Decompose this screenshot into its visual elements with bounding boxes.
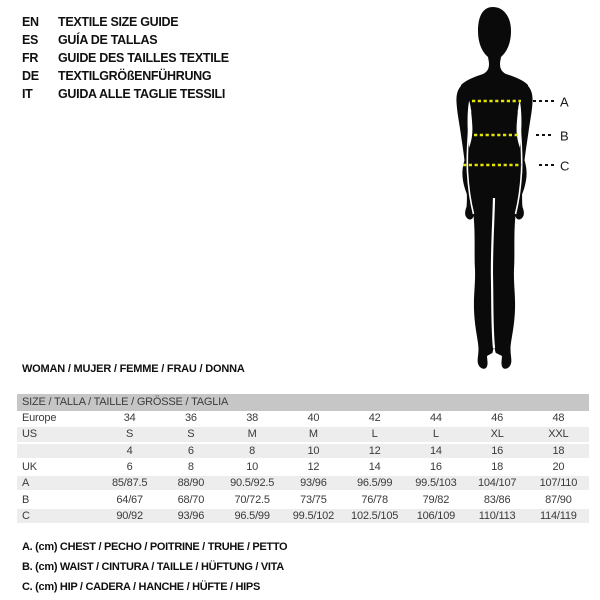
size-cell: 6 bbox=[187, 444, 194, 457]
size-cell: 83/86 bbox=[483, 493, 511, 506]
size-cell: 85/87.5 bbox=[111, 477, 148, 490]
size-cell: 42 bbox=[368, 412, 381, 425]
size-table-row bbox=[17, 476, 589, 492]
size-cell: 99.5/102 bbox=[292, 509, 334, 522]
size-cell: 16 bbox=[429, 461, 442, 474]
woman-measurement-diagram bbox=[410, 0, 600, 380]
language-code: FR bbox=[22, 51, 39, 65]
language-label: TEXTILE SIZE GUIDE bbox=[58, 15, 179, 29]
size-cell: 12 bbox=[307, 461, 320, 474]
size-cell: 96.5/99 bbox=[234, 509, 270, 522]
size-cell: 36 bbox=[184, 412, 197, 425]
language-label: GUIDE DES TAILLES TEXTILE bbox=[58, 51, 229, 65]
size-table bbox=[17, 394, 589, 525]
size-cell: 6 bbox=[126, 461, 133, 474]
language-row bbox=[22, 31, 229, 49]
size-table-row bbox=[17, 444, 589, 460]
language-code: IT bbox=[22, 87, 33, 101]
size-cell: 46 bbox=[491, 412, 504, 425]
size-cell: 14 bbox=[429, 444, 442, 457]
size-cell: XL bbox=[490, 428, 504, 441]
size-cell: 93/96 bbox=[177, 509, 205, 522]
language-label: TEXTILGRÖßENFÜHRUNG bbox=[58, 69, 212, 83]
size-table-body bbox=[17, 411, 589, 525]
language-code: DE bbox=[22, 69, 39, 83]
legend-line: B. (cm) WAIST / CINTURA / TAILLE / HÜFTUNG / VITA bbox=[22, 561, 284, 573]
size-cell: 64/67 bbox=[116, 493, 143, 506]
size-table-row bbox=[17, 411, 589, 427]
language-row bbox=[22, 85, 229, 103]
gender-line: WOMAN / MUJER / FEMME / FRAU / DONNA bbox=[22, 363, 245, 375]
size-cell: XXL bbox=[548, 428, 569, 441]
size-cell: 88/90 bbox=[177, 477, 205, 490]
size-cell: 93/96 bbox=[300, 477, 327, 490]
size-cell: 96.5/99 bbox=[356, 477, 393, 490]
row-label: A bbox=[22, 477, 30, 490]
size-cell: 44 bbox=[429, 412, 442, 425]
language-row bbox=[22, 13, 229, 31]
size-cell: 99.5/103 bbox=[415, 477, 457, 490]
size-table-row bbox=[17, 492, 589, 508]
language-list bbox=[22, 13, 229, 103]
size-cell: 40 bbox=[307, 412, 320, 425]
size-cell: 20 bbox=[552, 461, 565, 474]
size-cell: 38 bbox=[246, 412, 259, 425]
legend-line: A. (cm) CHEST / PECHO / POITRINE / TRUHE / PETTO bbox=[22, 541, 288, 553]
row-label: US bbox=[22, 428, 37, 441]
language-code: ES bbox=[22, 33, 39, 47]
size-cell: 104/107 bbox=[477, 477, 517, 490]
language-code: EN bbox=[22, 15, 39, 29]
size-cell: S bbox=[126, 428, 134, 441]
size-cell: 8 bbox=[187, 461, 194, 474]
waist-letter: B bbox=[560, 128, 569, 144]
language-label: GUÍA DE TALLAS bbox=[58, 33, 158, 47]
size-cell: 10 bbox=[307, 444, 320, 457]
size-cell: 90.5/92.5 bbox=[230, 477, 275, 490]
chest-letter: A bbox=[560, 94, 569, 110]
size-cell: 8 bbox=[249, 444, 256, 457]
row-label: C bbox=[22, 509, 30, 522]
size-table-row bbox=[17, 460, 589, 476]
row-label: Europe bbox=[22, 412, 57, 425]
language-row bbox=[22, 49, 229, 67]
measurement-legend bbox=[22, 537, 287, 597]
legend-line: C. (cm) HIP / CADERA / HANCHE / HÜFTE / HIPS bbox=[22, 581, 260, 593]
row-label: B bbox=[22, 493, 30, 506]
size-cell: 114/119 bbox=[540, 509, 577, 522]
size-cell: 68/70 bbox=[177, 493, 205, 506]
size-cell: 10 bbox=[246, 461, 259, 474]
size-cell: 107/110 bbox=[539, 477, 578, 490]
size-cell: 73/75 bbox=[300, 493, 327, 506]
language-label: GUIDA ALLE TAGLIE TESSILI bbox=[58, 87, 226, 101]
size-table-row bbox=[17, 509, 589, 525]
size-cell: 48 bbox=[552, 412, 565, 425]
size-cell: 79/82 bbox=[422, 493, 450, 506]
size-cell: 76/78 bbox=[361, 493, 388, 506]
size-cell: 34 bbox=[123, 412, 136, 425]
size-cell: 18 bbox=[491, 461, 504, 474]
size-cell: 4 bbox=[126, 444, 133, 457]
size-cell: 110/113 bbox=[478, 509, 516, 522]
size-table-row bbox=[17, 427, 589, 443]
size-cell: L bbox=[371, 428, 378, 441]
size-cell: 90/92 bbox=[116, 509, 143, 522]
size-cell: 70/72.5 bbox=[234, 493, 270, 506]
size-cell: 18 bbox=[552, 444, 565, 457]
language-row bbox=[22, 67, 229, 85]
size-cell: S bbox=[187, 428, 195, 441]
size-cell: M bbox=[247, 428, 257, 441]
size-cell: 106/109 bbox=[416, 509, 456, 522]
size-cell: 102.5/105 bbox=[351, 509, 399, 522]
size-cell: L bbox=[432, 428, 439, 441]
size-table-header: SIZE / TALLA / TAILLE / GRÖSSE / TAGLIA bbox=[17, 394, 589, 411]
hip-letter: C bbox=[560, 158, 570, 174]
row-label: UK bbox=[22, 461, 37, 474]
size-cell: 12 bbox=[368, 444, 381, 457]
size-cell: 16 bbox=[491, 444, 504, 457]
size-cell: 14 bbox=[368, 461, 381, 474]
size-cell: M bbox=[308, 428, 318, 441]
size-cell: 87/90 bbox=[545, 493, 572, 506]
